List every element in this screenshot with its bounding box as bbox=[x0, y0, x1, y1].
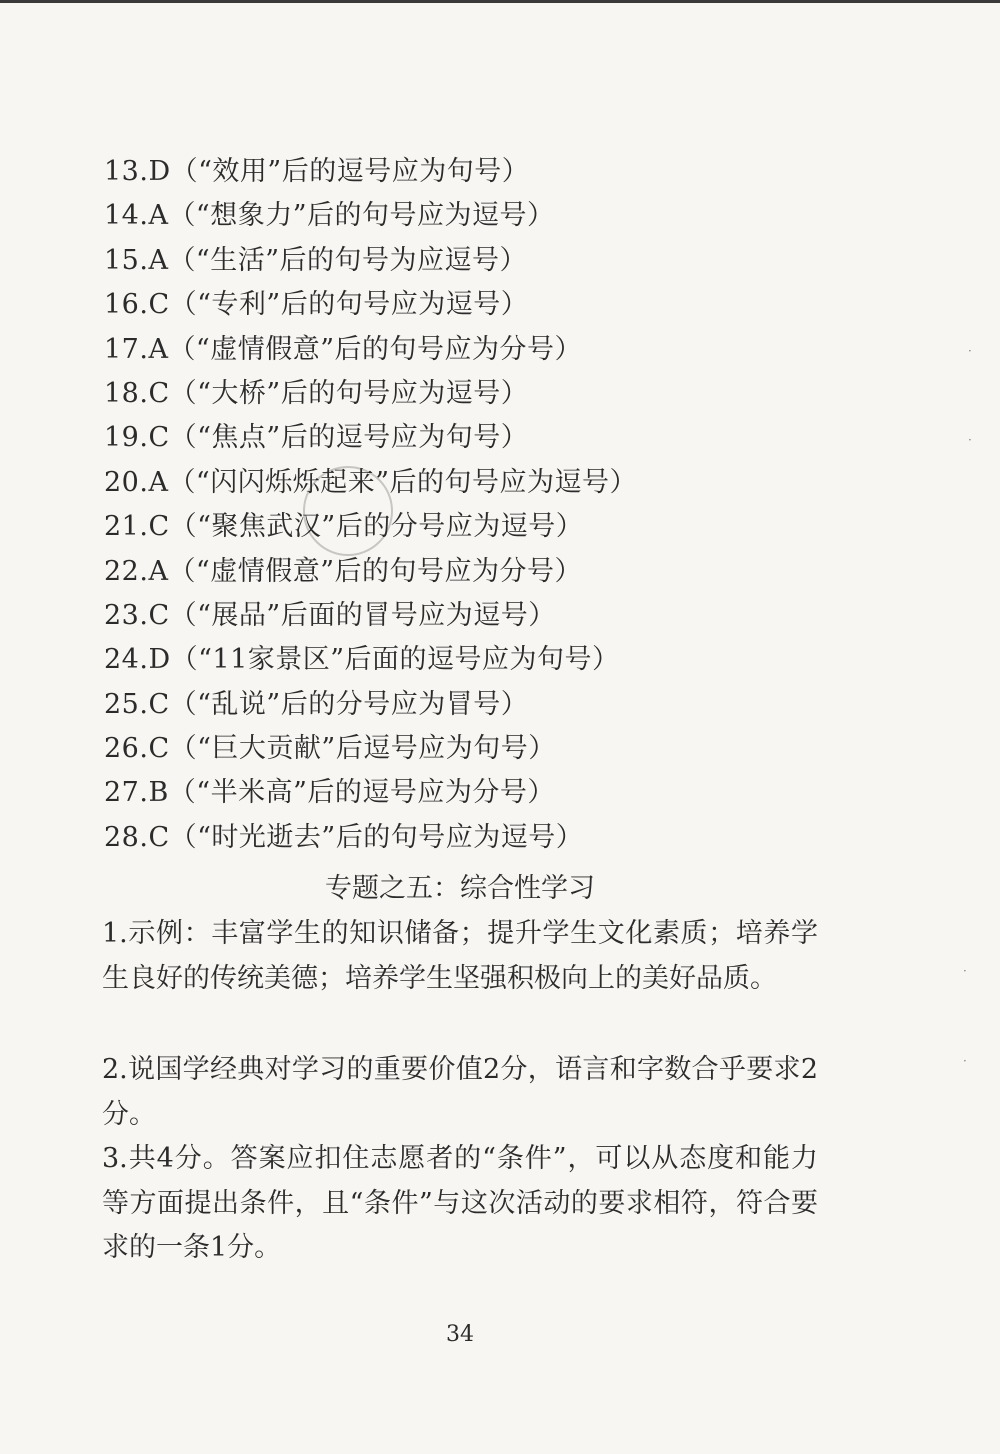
answer-item: 17.A（“虚情假意”后的句号应为分号） bbox=[104, 333, 583, 365]
answer-item: 24.D（“11家景区”后面的逗号应为句号） bbox=[104, 644, 620, 676]
scan-speck: · bbox=[963, 1054, 967, 1068]
answer-item: 21.C（“聚焦武汉”后的分号应为逗号） bbox=[104, 511, 584, 543]
answer-item: 27.B（“半米高”后的逗号应为分号） bbox=[104, 777, 555, 809]
scan-speck: · bbox=[963, 964, 967, 978]
answer-item: 18.C（“大桥”后的句号应为逗号） bbox=[104, 377, 529, 409]
paragraph-3: 3.共4分。答案应扣住志愿者的“条件”，可以从态度和能力等方面提出条件，且“条件”与这次活动的要求相符，符合要求的一条1分。 bbox=[102, 1143, 818, 1263]
answer-item: 19.C（“焦点”后的逗号应为句号） bbox=[104, 422, 529, 454]
answer-item: 20.A（“闪闪烁烁起来”后的句号应为逗号） bbox=[104, 466, 638, 498]
answer-item: 22.A（“虚情假意”后的句号应为分号） bbox=[104, 555, 583, 587]
page-top-edge bbox=[0, 0, 1000, 3]
answer-item: 16.C（“专利”后的句号应为逗号） bbox=[104, 289, 529, 321]
answer-item: 13.D（“效用”后的逗号应为句号） bbox=[104, 156, 530, 187]
answer-item: 23.C（“展品”后面的冒号应为逗号） bbox=[104, 599, 556, 631]
answer-item: 15.A（“生活”后的句号为应逗号） bbox=[104, 244, 528, 276]
answer-item: 25.C（“乱说”后的分号应为冒号） bbox=[104, 688, 529, 720]
answer-item: 28.C（“时光逝去”后的句号应为逗号） bbox=[104, 821, 584, 853]
paragraph-1: 1.示例：丰富学生的知识储备；提升学生文化素质；培养学生良好的传统美德；培养学生坚强积极向上的美好品质。 bbox=[102, 918, 818, 994]
scan-speck: · bbox=[968, 344, 972, 358]
scan-speck: · bbox=[968, 433, 972, 447]
answer-item: 14.A（“想象力”后的句号应为逗号） bbox=[104, 200, 555, 232]
section-title: 专题之五：综合性学习 bbox=[325, 873, 595, 904]
paragraph-2: 2.说国学经典对学习的重要价值2分，语言和字数合乎要求2分。 bbox=[102, 1054, 818, 1130]
answer-item: 26.C（“巨大贡献”后逗号应为句号） bbox=[104, 733, 556, 765]
page-number: 34 bbox=[446, 1322, 474, 1347]
answer-list bbox=[104, 150, 864, 860]
